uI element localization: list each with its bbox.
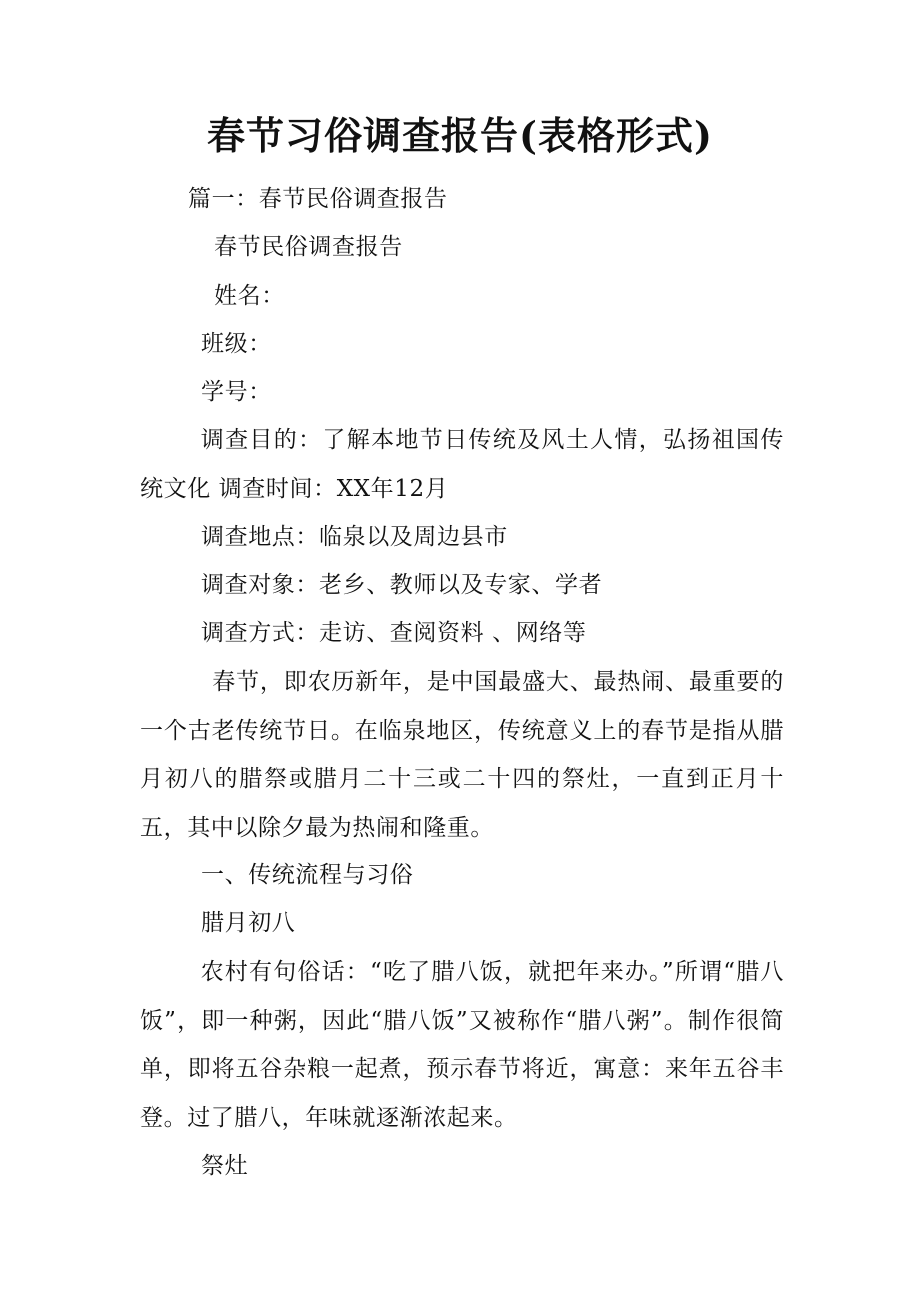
methods-line: 调查方式：走访、查阅资料 、网络等 <box>201 620 587 646</box>
class-label: 班级： <box>201 331 272 357</box>
student-id-label: 学号： <box>201 379 272 405</box>
intro-text: 春节，即农历新年，是中国最盛大、最热闹、最重要的一个古老传统节日。在临泉地区，传统意义上的春节是指从腊月初八的腊祭或腊月二十三或二十四的祭灶，一直到正月十五，其中以除夕最为热闹和隆重。 <box>140 669 784 841</box>
section1-heading: 篇一：春节民俗调查报告 <box>188 186 448 212</box>
subjects-line: 调查对象：老乡、教师以及专家、学者 <box>201 572 603 598</box>
report-title: 春节民俗调查报告 <box>214 234 403 260</box>
laba-text: 农村有句俗话：“吃了腊八饭，就把年来办。”所谓“腊八饭”，即一种粥，因此“腊八饭”又被称作“腊八粥”。制作很简单，即将五谷杂粮一起煮，预示春节将近，寓意：来年五谷丰登。过了腊八，年味就逐渐浓起来。 <box>140 959 784 1131</box>
document-title: 春节习俗调查报告(表格形式) <box>207 113 713 158</box>
laba-heading: 腊月初八 <box>201 910 296 936</box>
name-label: 姓名： <box>214 283 285 309</box>
jizao-heading: 祭灶 <box>201 1153 249 1179</box>
section-traditional-heading: 一、传统流程与习俗 <box>201 862 414 888</box>
laba-paragraph <box>140 948 784 1142</box>
purpose-paragraph <box>140 416 784 513</box>
location-line: 调查地点：临泉以及周边县市 <box>201 524 508 550</box>
purpose-text: 调查目的：了解本地节日传统及风土人情，弘扬祖国传统文化 调查时间：XX年12月 <box>140 427 784 502</box>
intro-paragraph <box>140 658 784 852</box>
